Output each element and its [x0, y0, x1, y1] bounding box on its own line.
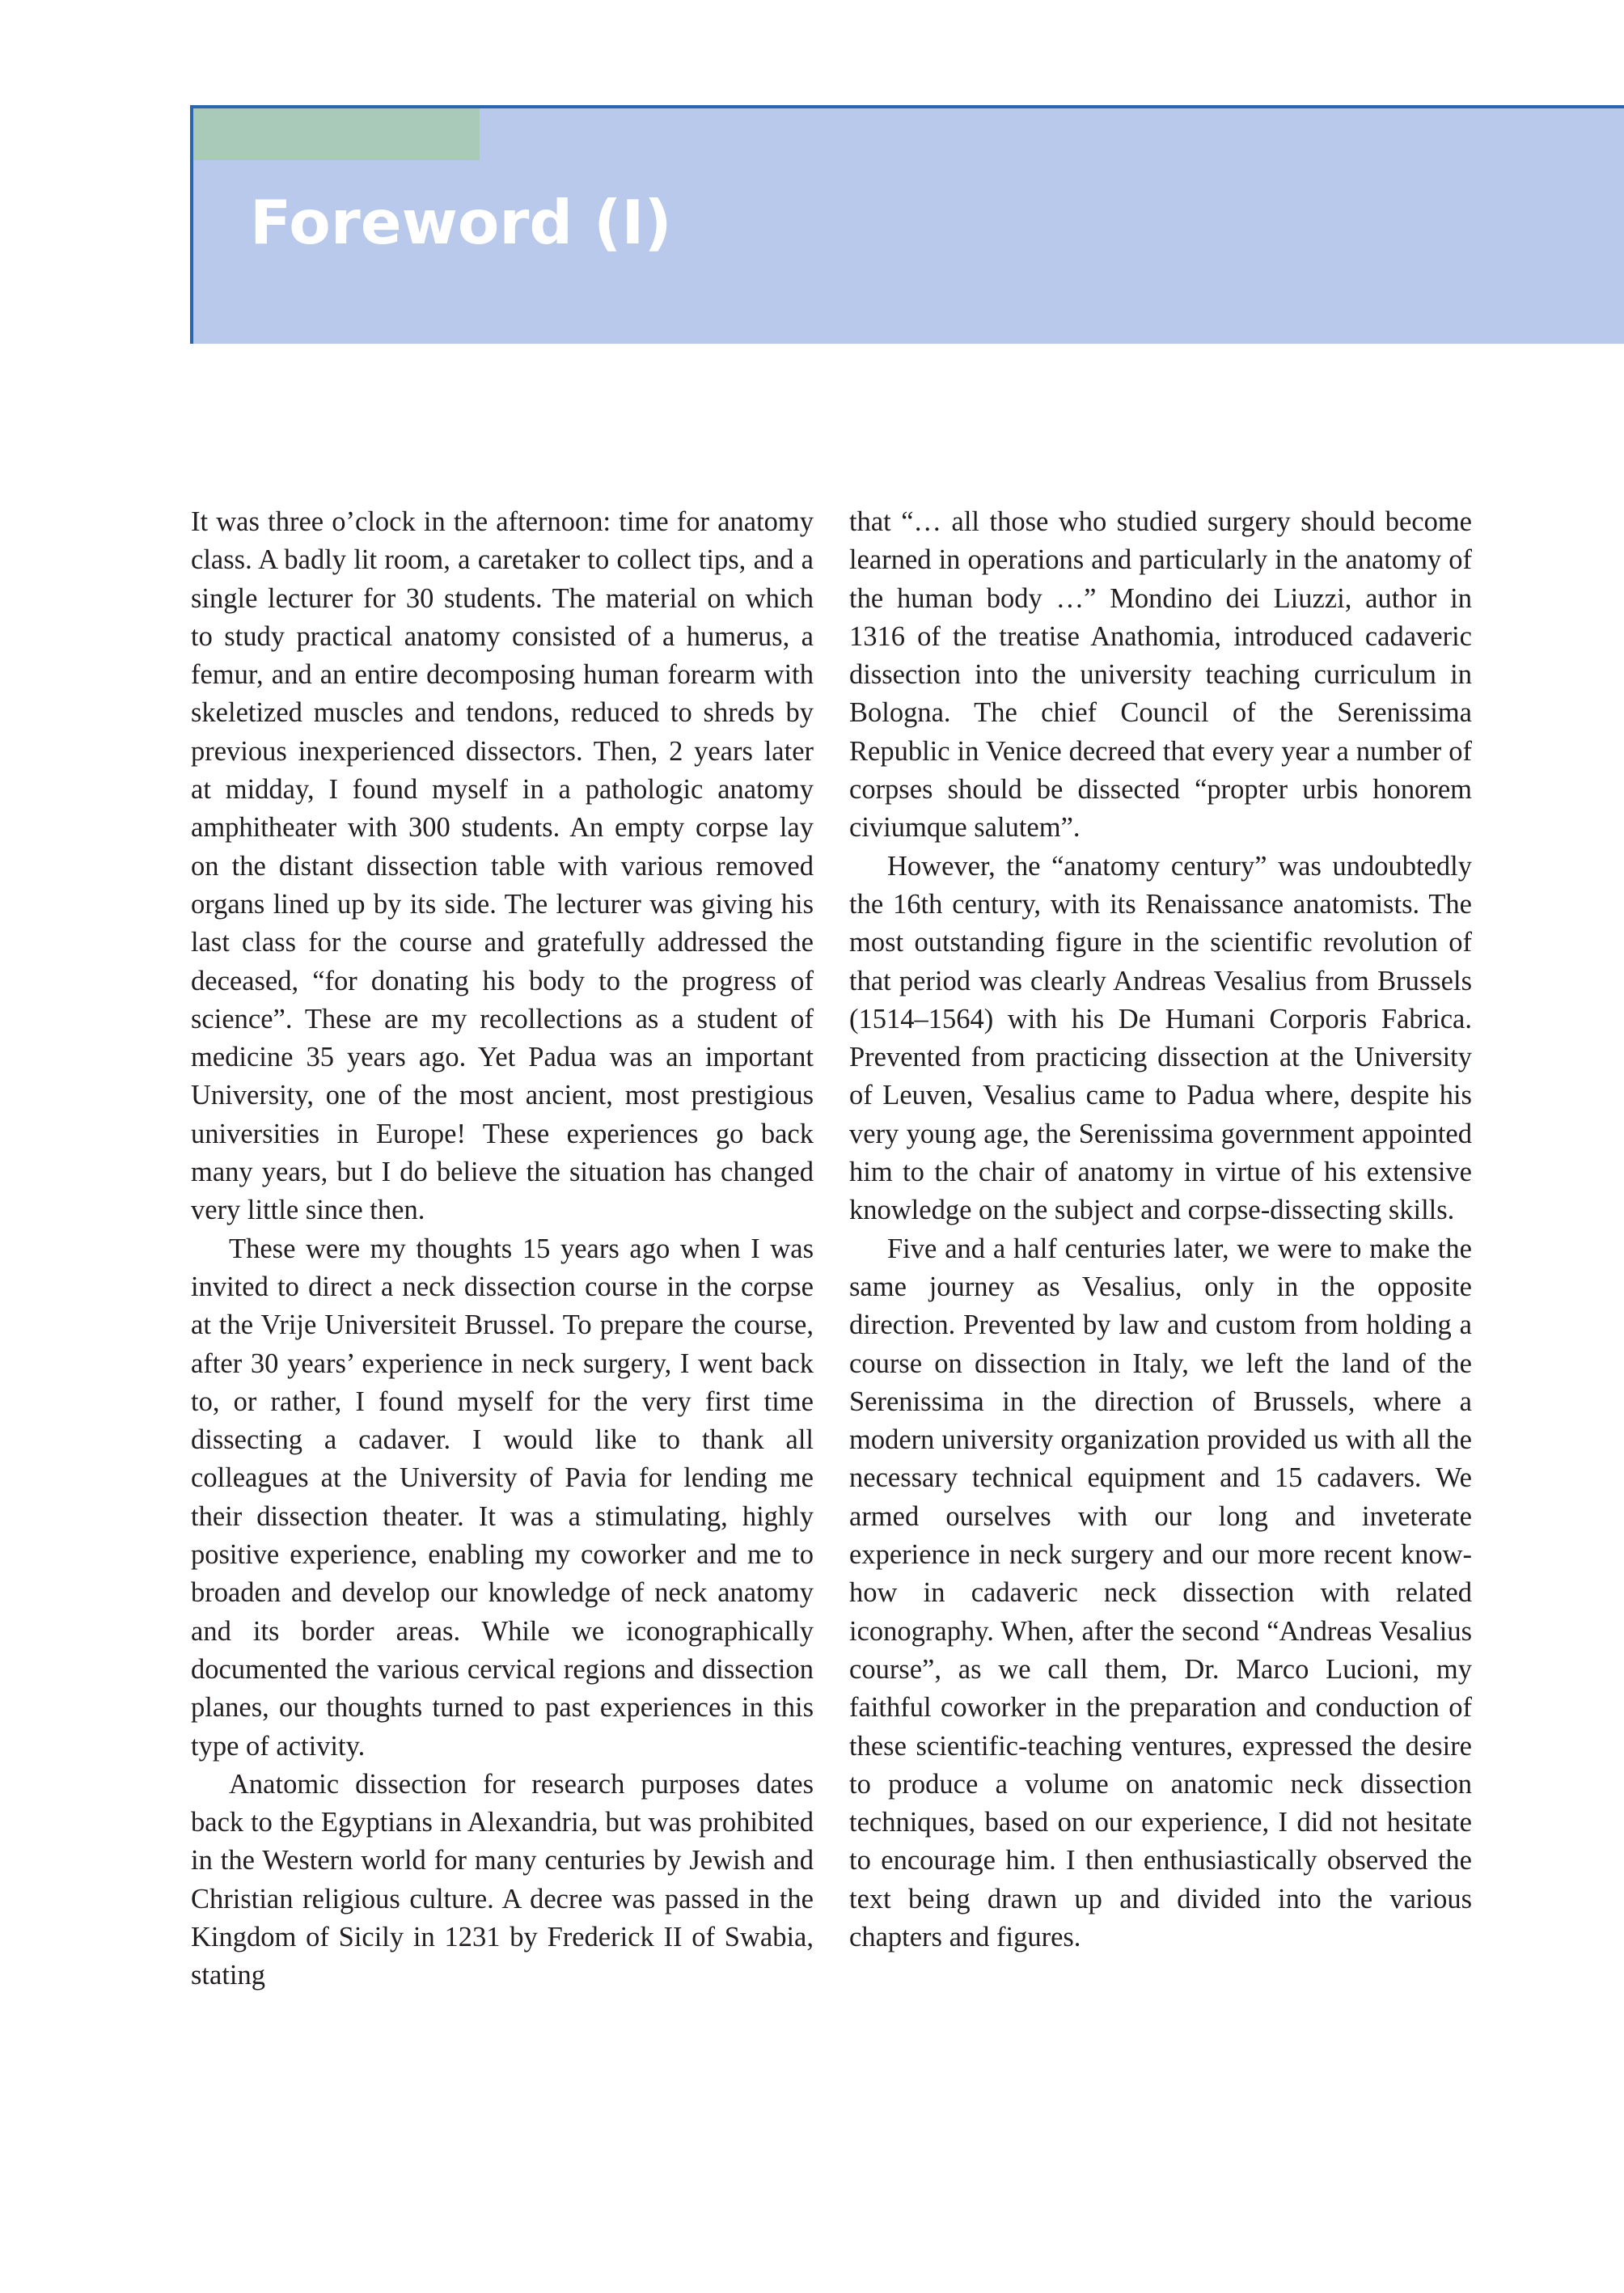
chapter-title: Foreword (I) [250, 187, 672, 258]
chapter-header-band [190, 105, 1624, 344]
text-column-left [191, 503, 814, 1995]
paragraph: Five and a half centuries later, we were to make the same journey as Vesalius, only in the opposite direction. Prevented by law and custom from holding a course on dissection in Italy, we left the land of the Serenissima in the direction of Brussels, where a modern university organization provided us with all the necessary technical equipment and 15 cadavers. We armed ourselves with our long and inveterate experience in neck surgery and our more recent know-how in cadaveric neck dissection with related iconography. When, after the second “Andreas Vesalius course”, as we call them, Dr. Marco Lucioni, my faithful coworker in the preparation and conduction of these scientific-teaching ventures, expressed the desire to produce a volume on anatomic neck dissection techniques, based on our experience, I did not hesitate to encourage him. I then enthusiastically observed the text being drawn up and divided into the various chapters and figures. [849, 1233, 1472, 1952]
text-column-right [849, 503, 1472, 1957]
paragraph: It was three o’clock in the afternoon: time for anatomy class. A badly lit room, a caretaker to collect tips, and a single lecturer for 30 students. The material on which to study practical anatomy consisted of a humerus, a femur, and an entire decomposing human forearm with skeletized muscles and tendons, reduced to shreds by previous inexperienced dissectors. Then, 2 years later at midday, I found myself in a pathologic anatomy amphitheater with 300 students. An empty corpse lay on the distant dissection table with various removed organs lined up by its side. The lecturer was giving his last class for the course and gratefully addressed the deceased, “for donating his body to the progress of science”. These are my recollections as a student of medicine 35 years ago. Yet Padua was an important University, one of the most ancient, most prestigious universities in Europe! These experiences go back many years, but I do believe the situation has changed very little since then. [191, 506, 814, 1226]
header-accent-bar [193, 108, 480, 160]
paragraph: However, the “anatomy century” was undoubtedly the 16th century, with its Renaissance anatomists. The most outstanding figure in the scientific revolution of that period was clearly Andreas Vesalius from Brussels (1514–1564) with his De Humani Corporis Fabrica. Prevented from practicing dissection at the University of Leuven, Vesalius came to Padua where, despite his very young age, the Serenissima government appointed him to the chair of anatomy in virtue of his extensive knowledge on the subject and corpse-dissecting skills. [849, 850, 1472, 1226]
paragraph: that “… all those who studied surgery should become learned in operations and particularly in the anatomy of the human body …” Mondino dei Liuzzi, author in 1316 of the treatise Anathomia, introduced cadaveric dissection into the university teaching curriculum in Bologna. The chief Council of the Serenissima Republic in Venice decreed that every year a number of corpses should be dissected “propter urbis honorem civiumque salutem”. [849, 506, 1472, 844]
paragraph: These were my thoughts 15 years ago when I was invited to direct a neck dissection course in the corpse at the Vrije Universiteit Brussel. To prepare the course, after 30 years’ experience in neck surgery, I went back to, or rather, I found myself for the very first time dissecting a cadaver. I would like to thank all colleagues at the University of Pavia for lending me their dissection theater. It was a stimulating, highly positive experience, enabling my coworker and me to broaden and develop our knowledge of neck anatomy and its border areas. While we iconographically documented the various cervical regions and dissection planes, our thoughts turned to past experiences in this type of activity. [191, 1233, 814, 1762]
paragraph: Anatomic dissection for research purposes dates back to the Egyptians in Alexandria, but was prohibited in the Western world for many centuries by Jewish and Christian religious culture. A decree was passed in the Kingdom of Sicily in 1231 by Frederick II of Swabia, stating [191, 1768, 814, 1991]
